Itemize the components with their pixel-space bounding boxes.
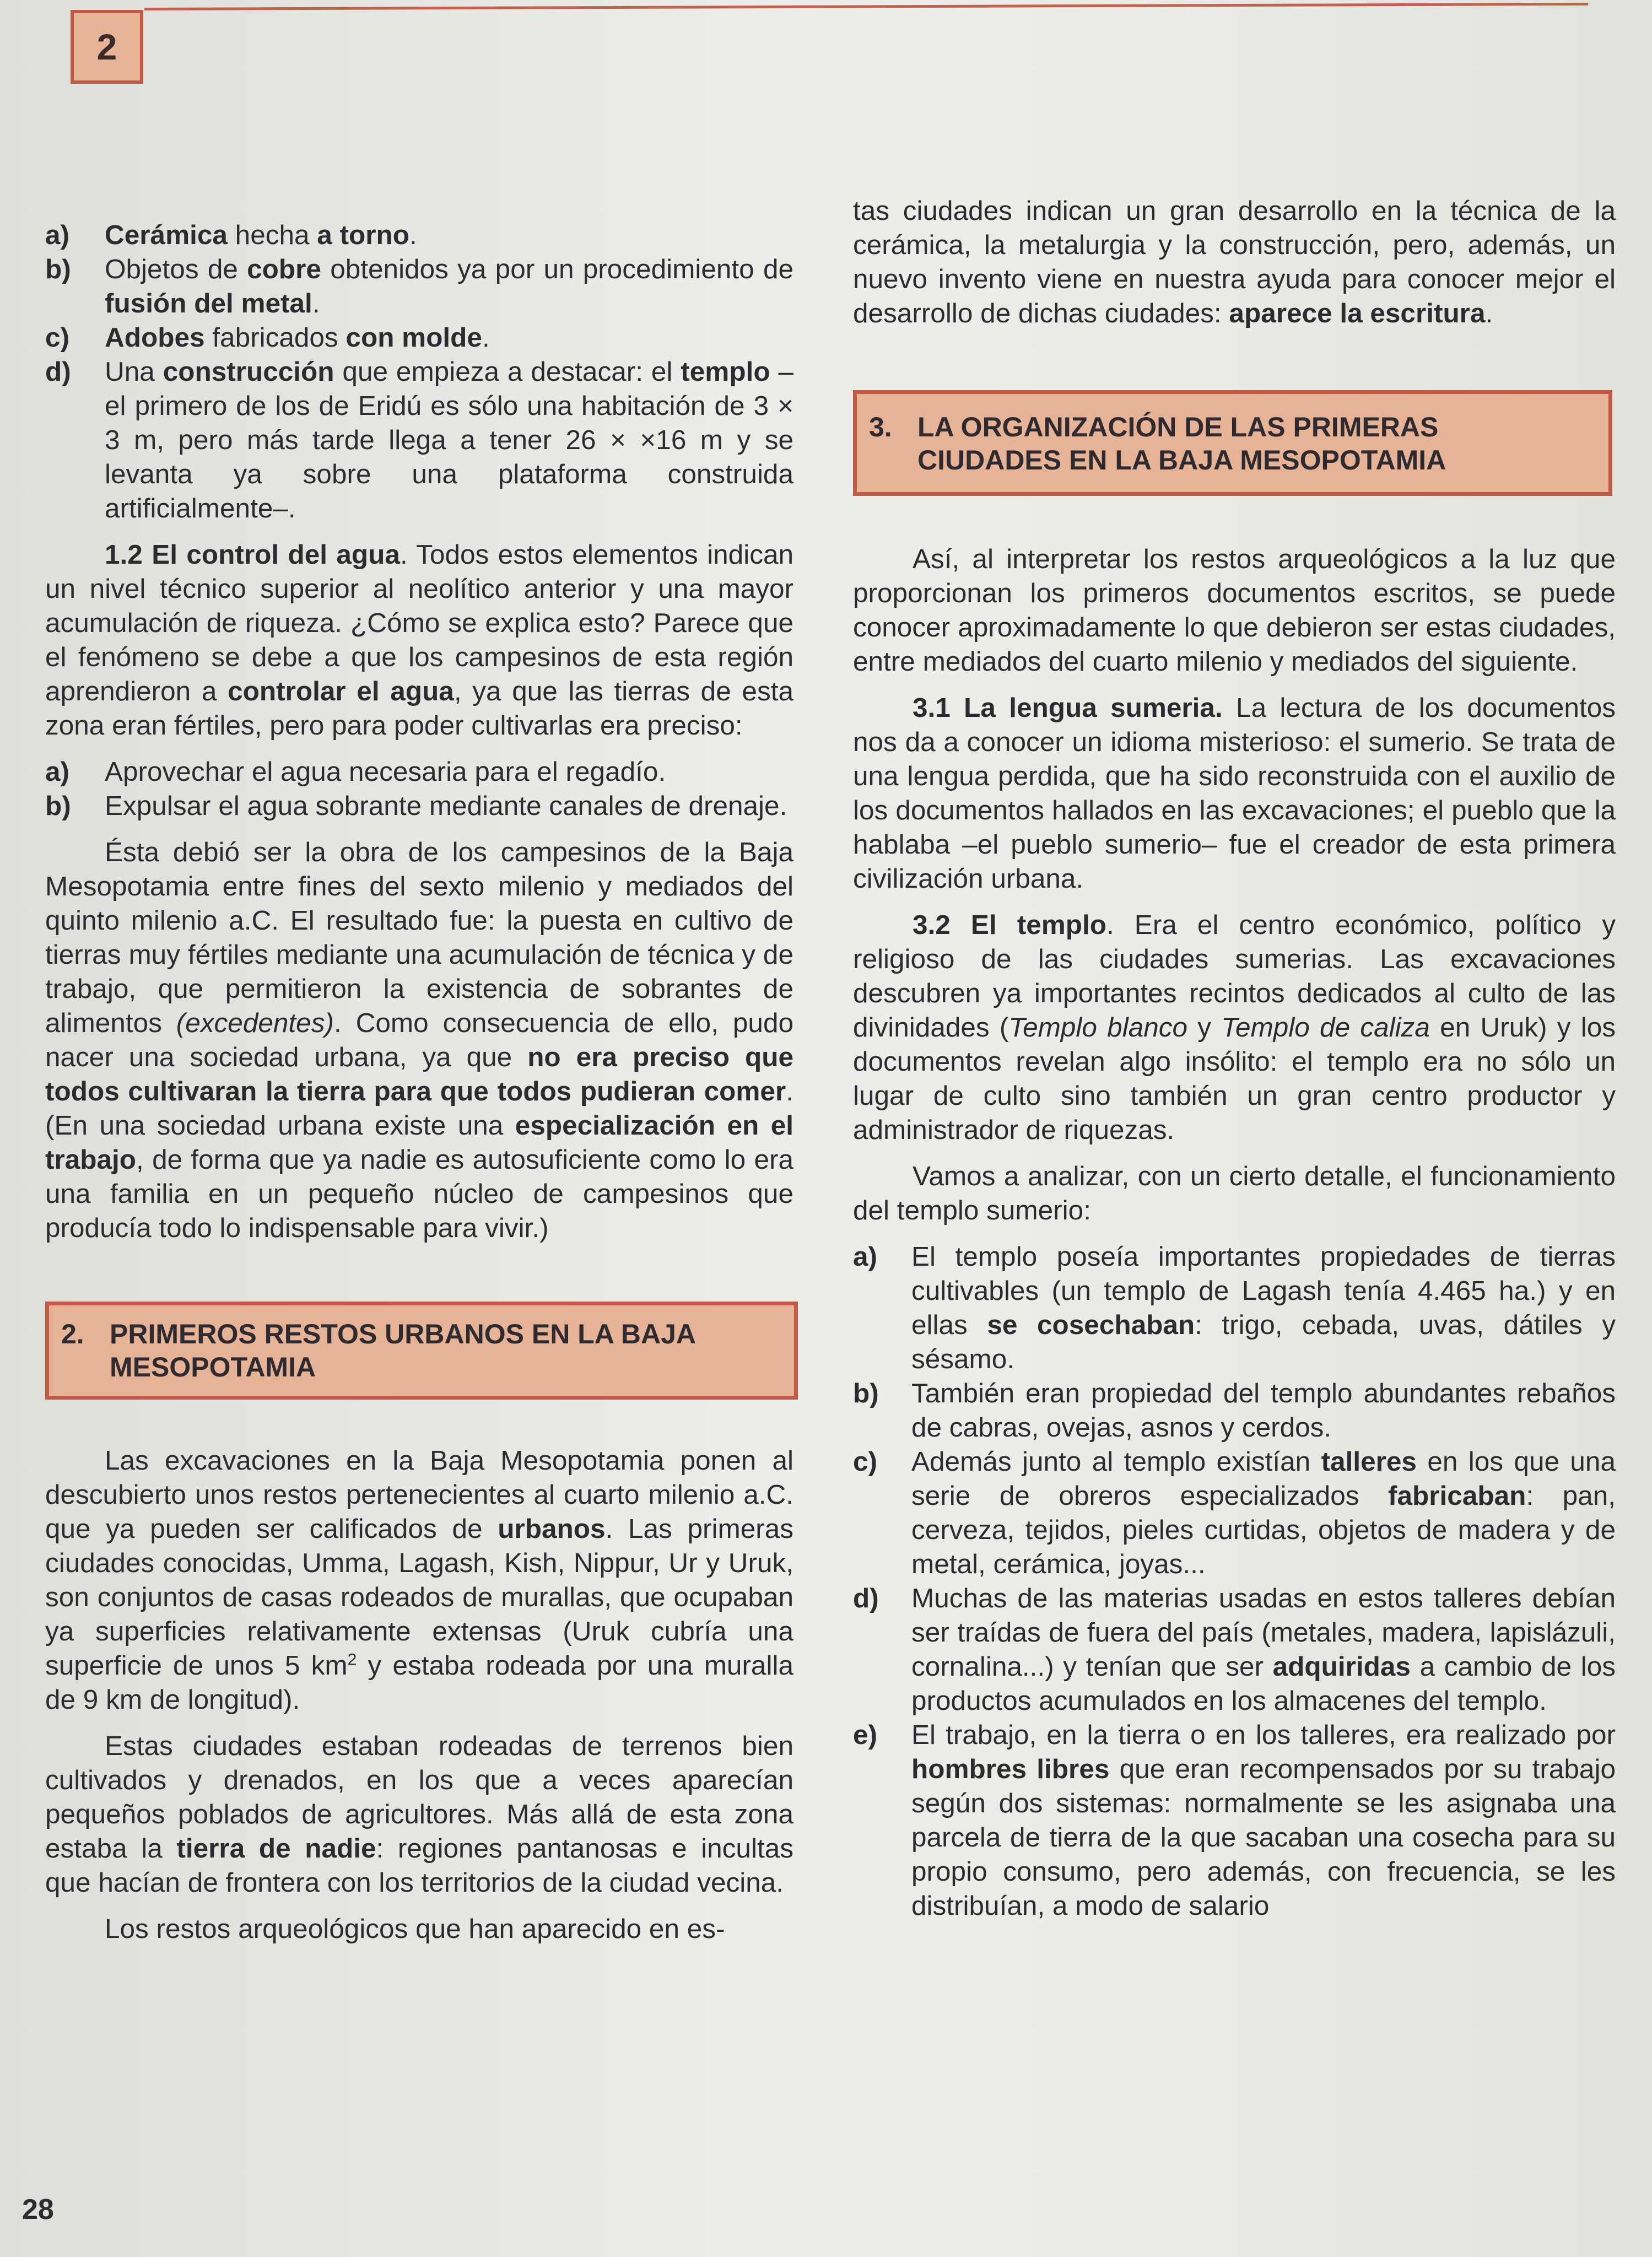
list-item: a) El templo poseía importantes propiedades de tierras cultivables (un templo de Lagash tenía 4.465 ha.) y en ellas se cosechaban: trigo, cebada, uvas, dátiles y sésamo. bbox=[853, 1241, 1616, 1374]
tech-list bbox=[45, 218, 793, 526]
paragraph-vamos: Vamos a analizar, con un cierto detalle, el funcionamiento del templo sumerio: bbox=[853, 1161, 1616, 1225]
chapter-number: 2 bbox=[96, 26, 117, 67]
section-heading-3: 3. LA ORGANIZACIÓN DE LAS PRIMERAS CIUDADES EN LA BAJA MESOPOTAMIA bbox=[853, 390, 1612, 496]
paragraph-excavaciones: Las excavaciones en la Baja Mesopotamia ponen al descubierto unos restos pertenecientes al cuarto milenio a.C. que ya pueden ser calificados de urbanos. Las primeras ciudades conocidas, Umma, Lagash, Kish, Nippur, Ur y Uruk, son conjuntos de casas rodeados de murallas, que ocupaban ya superficies relativamente extensas (Uruk cubría una superficie de unos 5 $km^2$ y estaba rodeada por una muralla de 9 km de longitud). bbox=[45, 1445, 794, 1715]
chapter-number-box bbox=[71, 10, 143, 84]
list-item: b) Expulsar el agua sobrante mediante canales de drenaje. bbox=[45, 791, 787, 821]
paragraph-continuation: tas ciudades indican un gran desarrollo en la técnica de la cerámica, la metalurgia y la construcción, pero, además, un nuevo invento viene en nuestra ayuda para conocer mejor el desarrollo de dichas ciudades: aparece la escritura. bbox=[853, 196, 1616, 328]
list-item: b) Objetos de cobre obtenidos ya por un procedimiento de fusión del metal. bbox=[45, 254, 793, 318]
list-item: d) Muchas de las materias usadas en estos talleres debían ser traídas de fuera del país (metales, madera, lapislázuli, cornalina...) y tenían que ser adquiridas a cambio de los productos acumulados en los almacenes del templo. bbox=[853, 1583, 1616, 1716]
list-item: b) También eran propiedad del templo abundantes rebaños de cabras, ovejas, asnos y cerdos. bbox=[853, 1378, 1616, 1443]
paragraph-rodeadas: Estas ciudades estaban rodeadas de terrenos bien cultivados y drenados, en los que a veces aparecían pequeños poblados de agricultores. Más allá de esta zona estaba la tierra de nadie: regiones pantanosas e incultas que hacían de frontera con los territorios de la ciudad vecina. bbox=[45, 1731, 793, 1898]
paragraph-control-agua: 1.2 El control del agua. Todos estos elementos indican un nivel técnico superior al neolítico anterior y una mayor acumulación de riqueza. ¿Cómo se explica esto? Parece que el fenómeno se debe a que los campesinos de esta región aprendieron a controlar el agua, ya que las tierras de esta zona eran fértiles, pero para poder cultivarlas era preciso: bbox=[45, 539, 793, 741]
section-heading-2: 2. PRIMEROS RESTOS URBANOS EN LA BAJA MESOPOTAMIA bbox=[45, 1302, 798, 1400]
paragraph-templo: 3.2 El templo. Era el centro económico, político y religioso de las ciudades sumerias. Las excavaciones descubren ya importantes recintos dedicados al culto de las divinidades (Templo blanco y Templo de caliza en Uruk) y los documentos revelan algo insólito: el templo era no sólo un lugar de culto sino también un gran centro productor y administrador de riquezas. bbox=[853, 910, 1616, 1145]
page-number: 28 bbox=[22, 2194, 54, 2226]
header-rule bbox=[144, 3, 1588, 10]
water-list bbox=[45, 755, 793, 823]
list-item: a) Aprovechar el agua necesaria para el regadío. bbox=[45, 757, 666, 787]
list-item: a) Cerámica hecha a torno. bbox=[45, 220, 417, 250]
paragraph-restos: Los restos arqueológicos que han aparecido en es- bbox=[105, 1914, 725, 1944]
left-column bbox=[45, 218, 793, 1946]
paragraph-lengua-sumeria: 3.1 La lengua sumeria. La lectura de los documentos nos da a conocer un idioma misterioso: el sumerio. Se trata de una lengua perdida, que ha sido reconstruida con el auxilio de los documentos hallados en las excavaciones; el pueblo que la hablaba –el pueblo sumerio– fue el creador de esta primera civilización urbana. bbox=[853, 693, 1616, 894]
paragraph-obra: Ésta debió ser la obra de los campesinos de la Baja Mesopotamia entre fines del sexto milenio y mediados del quinto milenio a.C. El resultado fue: la puesta en cultivo de tierras muy fértiles mediante una acumulación de técnica y de trabajo, que permitieron la existencia de sobrantes de alimentos (excedentes). Como consecuencia de ello, pudo nacer una sociedad urbana, ya que no era preciso que todos cultivaran la tierra para que todos pudieran comer. (En una sociedad urbana existe una especialización en el trabajo, de forma que ya nadie es autosuficiente como lo era una familia en un pequeño núcleo de campesinos que producía todo lo indispensable para vivir.) bbox=[45, 837, 794, 1243]
right-column bbox=[853, 194, 1616, 1923]
list-item: d) Una construcción que empieza a destacar: el templo –el primero de los de Eridú es sólo una habitación de 3 × 3 m, pero más tarde llega a tener 26 × ×16 m y se levanta ya sobre una plataforma construida artificialmente–. bbox=[45, 357, 793, 523]
temple-list bbox=[853, 1240, 1616, 1923]
list-item: e) El trabajo, en la tierra o en los talleres, era realizado por hombres libres que eran recompensados por su trabajo según dos sistemas: normalmente se les asignaba una parcela de tierra de la que sacaban una cosecha para su propio consumo, pero además, con frecuencia, se les distribuían, a modo de salario bbox=[853, 1720, 1616, 1921]
list-item: c) Adobes fabricados con molde. bbox=[45, 322, 490, 353]
paragraph-asi: Así, al interpretar los restos arqueológicos a la luz que proporcionan los primeros documentos escritos, se puede conocer aproximadamente lo que debieron ser estas ciudades, entre mediados del cuarto milenio y mediados del siguiente. bbox=[853, 544, 1616, 677]
list-item: c) Además junto al templo existían talleres en los que una serie de obreros especializados fabricaban: pan, cerveza, tejidos, pieles curtidas, objetos de madera y de metal, cerámica, joyas... bbox=[853, 1446, 1616, 1579]
